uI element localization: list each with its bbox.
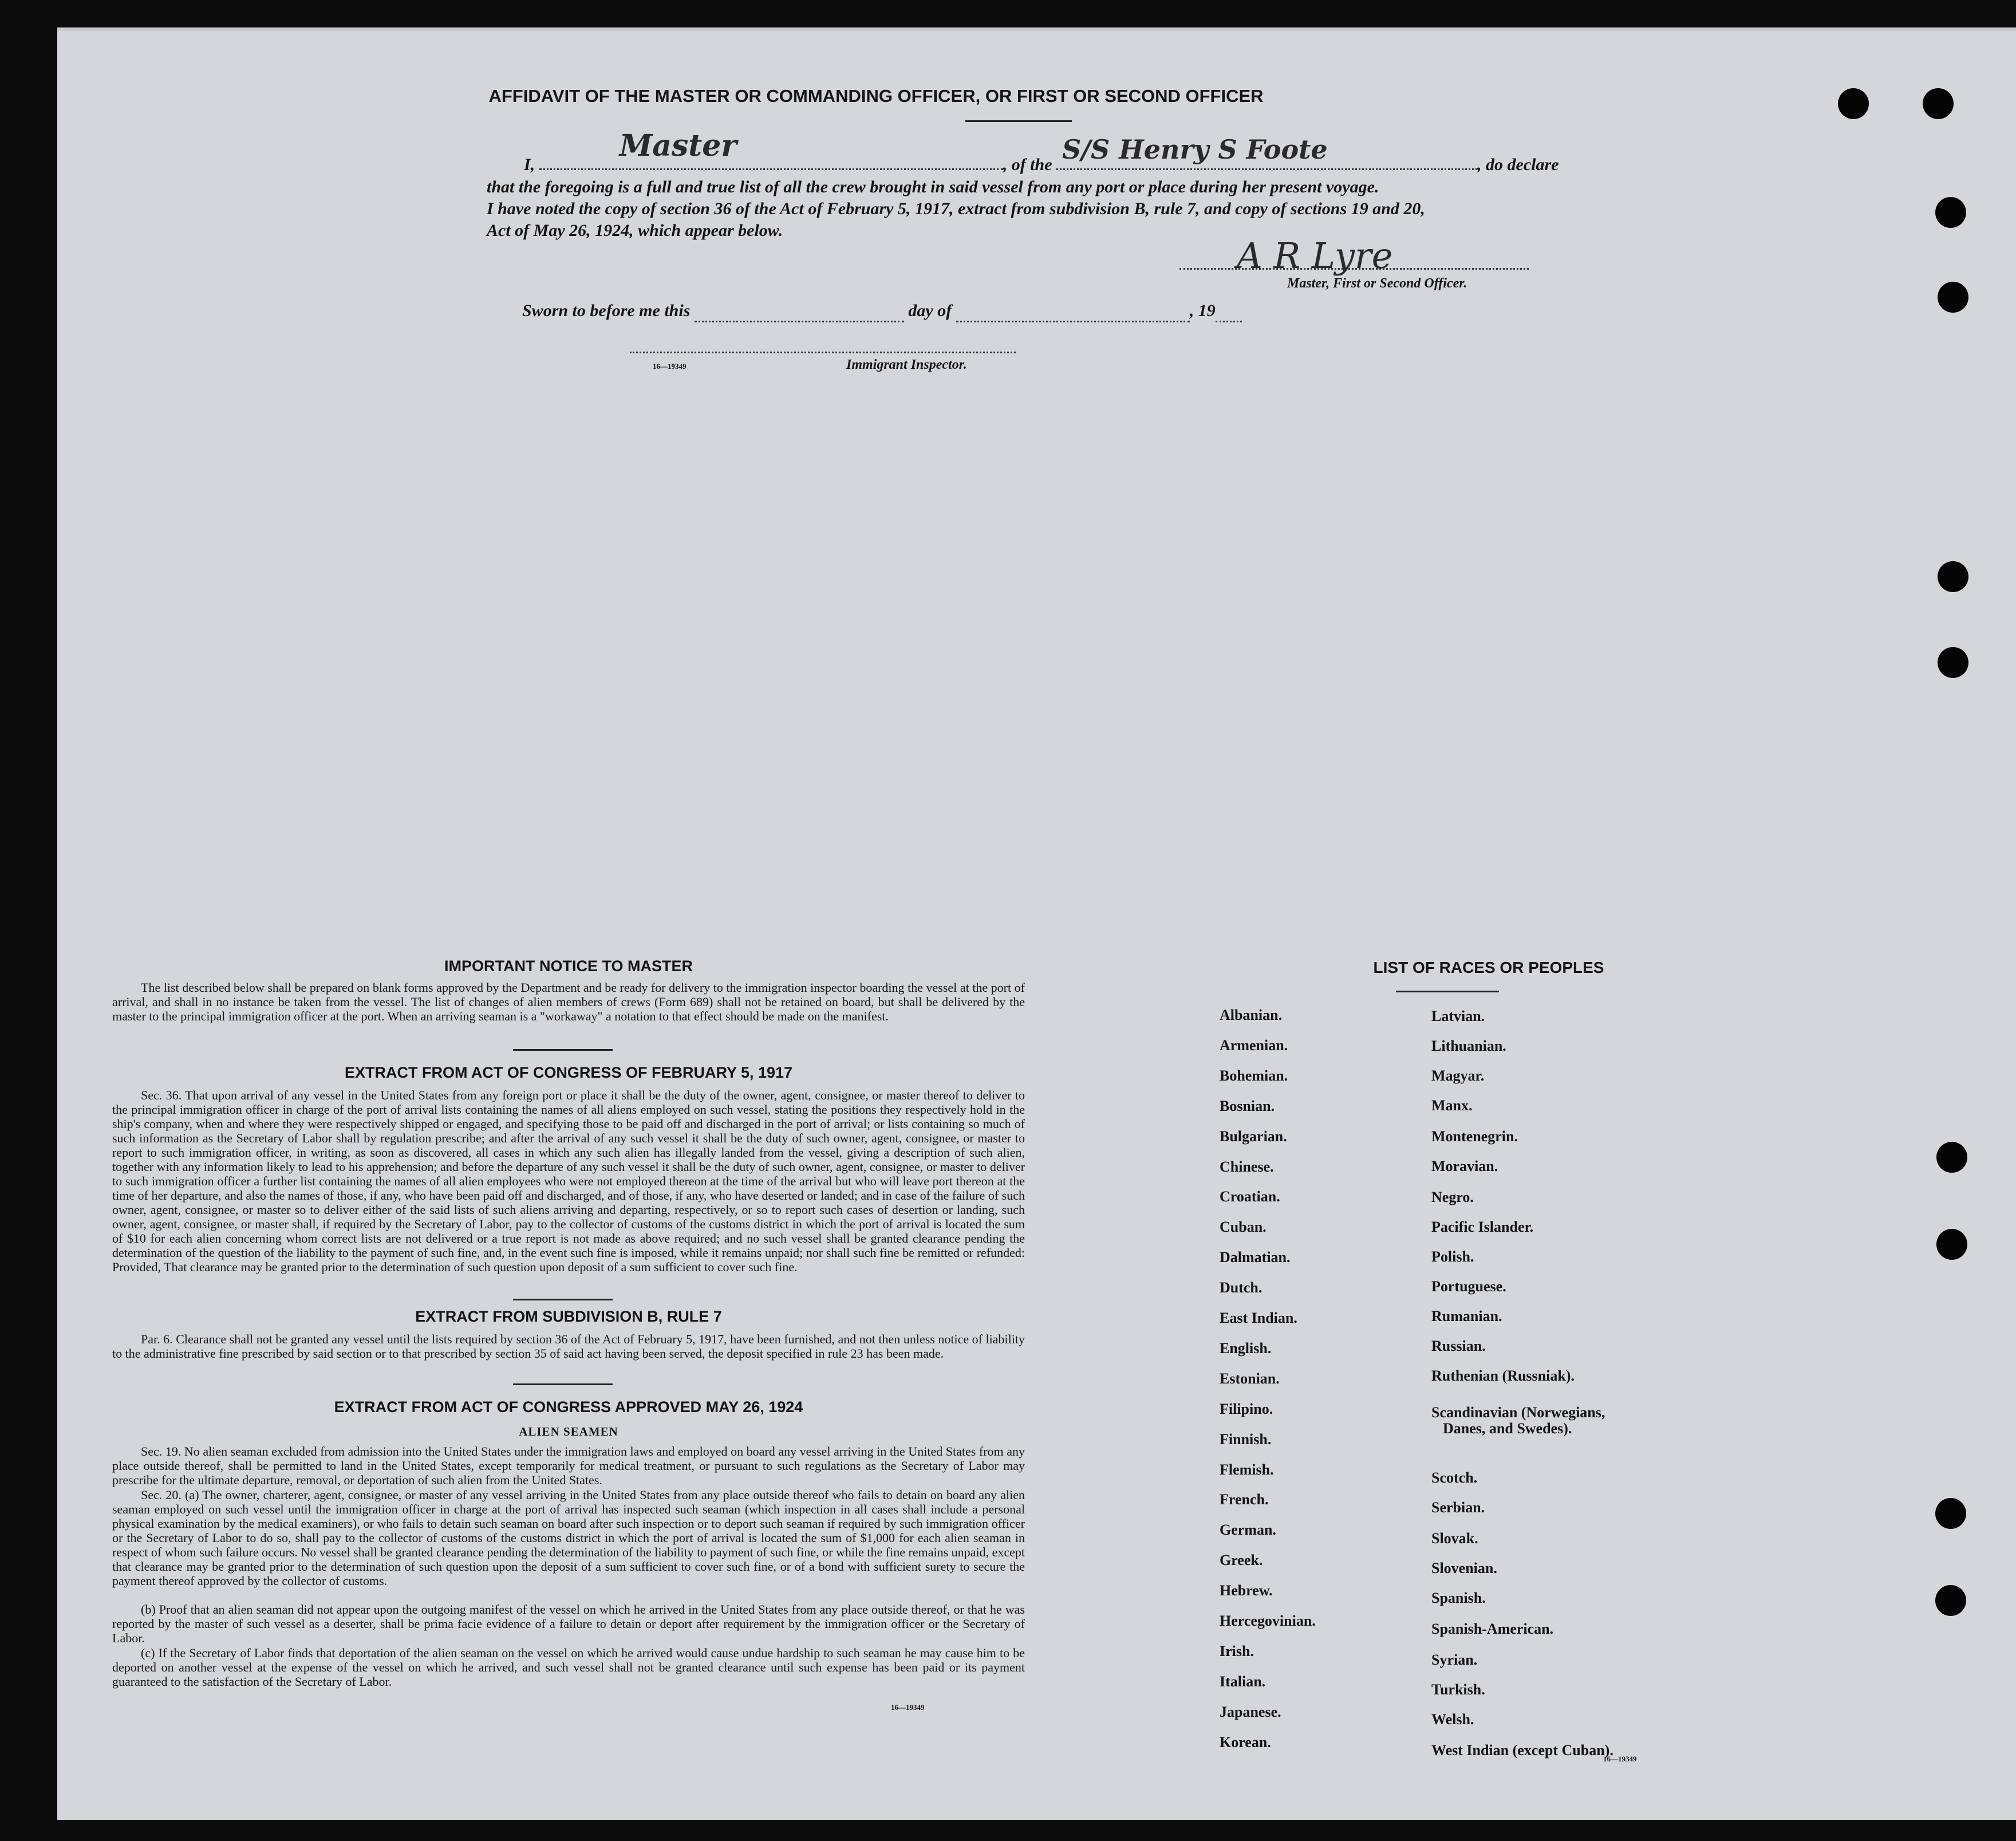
race-item: Flemish. [1220, 1461, 1274, 1478]
race-item: Syrian. [1431, 1651, 1478, 1668]
race-item: Korean. [1220, 1734, 1271, 1751]
affidavit-i-label: I, [524, 155, 535, 174]
race-item: Spanish. [1431, 1590, 1486, 1606]
punch-hole-icon [1936, 1142, 1967, 1173]
race-item: Ruthenian (Russniak). [1431, 1367, 1575, 1384]
race-item: East Indian. [1220, 1310, 1297, 1326]
sworn-line [522, 301, 1242, 322]
race-item: French. [1220, 1491, 1269, 1508]
punch-hole-icon [1935, 197, 1966, 228]
vessel-field [1056, 134, 1477, 170]
sworn-day-of-label: day of [908, 301, 952, 320]
section-divider [513, 1049, 613, 1051]
affidavit-form-number: 16—19349 [653, 362, 687, 370]
race-item: Serbian. [1431, 1499, 1485, 1516]
race-item: Japanese. [1220, 1704, 1281, 1720]
punch-hole-icon [1938, 647, 1968, 678]
punch-hole-icon [1923, 88, 1954, 119]
race-item: Filipino. [1220, 1401, 1273, 1417]
race-item: Bulgarian. [1220, 1128, 1287, 1145]
punch-hole-icon [1935, 1498, 1966, 1529]
race-item: Hebrew. [1220, 1582, 1273, 1599]
page-top-edge [57, 27, 2016, 31]
race-item: Magyar. [1431, 1067, 1485, 1084]
race-item: Irish. [1220, 1643, 1254, 1659]
affidavit-line-3: I have noted the copy of section 36 of the Act of February 5, 1917, extract from subdivision B, rule 7, and copy of sections 19 and 20, [487, 199, 1425, 218]
punch-hole-icon [1838, 88, 1869, 119]
extract-1924-subtitle: ALIEN SEAMEN [519, 1425, 618, 1438]
race-item: Montenegrin. [1431, 1128, 1518, 1145]
race-item: Turkish. [1431, 1681, 1485, 1698]
race-item: Armenian. [1220, 1037, 1288, 1054]
extract-1924-title: EXTRACT FROM ACT OF CONGRESS APPROVED MAY 26, 1924 [334, 1398, 803, 1416]
race-item: Croatian. [1220, 1188, 1280, 1205]
inspector-caption: Immigrant Inspector. [846, 357, 967, 372]
race-item: Portuguese. [1431, 1278, 1506, 1295]
sworn-year-field [1216, 301, 1242, 322]
race-item: Danes, and Swedes). [1443, 1420, 1572, 1437]
extract-1924-sec20a: Sec. 20. (a) The owner, charterer, agent, consignee, or master of any vessel arriving in the United States from any place outside thereof who fails to detain on board any alien seaman employed on such vessel until the immigration officer in charge at the port of arrival has inspected such seaman (which inspection in all cases shall include a personal physical examination by the medical examiners), or who fails to detain such seaman on board after such inspection or to deport such seaman if required by such immigration officer or the Secretary of Labor to do so, shall pay to the collector of customs of the customs district in which the port of arrival is located the sum of $1,000 for each alien seaman in respect of whom such failure occurs. No vessel shall be granted clearance pending the determination of the liability to payment of such fine, or while the fine remains unpaid, except that clearance may be granted prior to the determination of such question upon the deposit of a sum sufficient to cover such fine, or of a bond with sufficient surety to secure the payment thereof approved by the collector of customs. [112, 1488, 1025, 1588]
race-item: Manx. [1431, 1097, 1473, 1114]
race-item: Slovenian. [1431, 1560, 1497, 1576]
extract-rule7-title: EXTRACT FROM SUBDIVISION B, RULE 7 [415, 1308, 722, 1325]
extract-1917-title: EXTRACT FROM ACT OF CONGRESS OF FEBRUARY 5, 1917 [344, 1064, 793, 1081]
race-item: Hercegovinian. [1220, 1613, 1316, 1629]
section-divider [513, 1299, 613, 1300]
race-item: Cuban. [1220, 1219, 1267, 1235]
extract-form-number: 16—19349 [891, 1703, 925, 1712]
extract-1924-sec20c: (c) If the Secretary of Labor finds that deportation of the alien seaman on the vessel on which he arrived would cause undue hardship to such seaman he may cause him to be deported on another vessel at the expense of the vessel on which he arrived, and such vessel shall not be granted clearance until such expense has been paid or its payment guaranteed to the satisfaction of the Secretary of Labor. [112, 1646, 1025, 1689]
races-underline [1396, 991, 1499, 992]
race-item: Negro. [1431, 1189, 1474, 1205]
affidavit-line-2: that the foregoing is a full and true list of all the crew brought in said vessel from any port or place during her present voyage. [487, 178, 1379, 196]
do-declare-label: , do declare [1477, 155, 1559, 174]
punch-hole-icon [1938, 282, 1968, 313]
race-item: Bohemian. [1220, 1067, 1288, 1084]
inspector-signature-line [630, 352, 1016, 353]
punch-hole-icon [1938, 561, 1968, 592]
race-item: Bosnian. [1220, 1098, 1275, 1114]
race-item: Albanian. [1220, 1007, 1283, 1023]
title-underline [965, 120, 1072, 122]
section-divider [513, 1383, 613, 1385]
races-title: LIST OF RACES OR PEOPLES [1373, 959, 1604, 976]
punch-hole-icon [1935, 1585, 1966, 1616]
sworn-day-field [695, 301, 904, 322]
extract-1924-sec20b: (b) Proof that an alien seaman did not appear upon the outgoing manifest of the vessel on which he arrived in the United States from any place outside thereof, or that he was reported by the master of such vessel as a deserter, shall be prima facie evidence of a failure to detain or deport after requirement by the immigration officer or the Secretary of Labor. [112, 1602, 1025, 1645]
race-item: Slovak. [1431, 1530, 1478, 1547]
race-item: Finnish. [1220, 1431, 1272, 1448]
race-item: German. [1220, 1521, 1276, 1538]
notice-body: The list described below shall be prepared on blank forms approved by the Department and be ready for delivery to the immigration inspector boarding the vessel at the port of arrival, and shall in no instance be taken from the vessel. The list of changes of alien members of crews (Form 689) shall not be retained on board, but shall be delivered by the master to the principal immigration officer at the port. When an arriving seaman is a "workaway" a notation to that effect should be made on the manifest. [112, 980, 1025, 1023]
notice-title: IMPORTANT NOTICE TO MASTER [444, 957, 693, 975]
race-item: Scandinavian (Norwegians, [1431, 1404, 1605, 1421]
affidavit-line-1 [524, 128, 1559, 175]
race-item: Latvian. [1431, 1008, 1485, 1024]
race-item: English. [1220, 1340, 1272, 1357]
race-item: Pacific Islander. [1431, 1219, 1534, 1235]
race-item: Scotch. [1431, 1469, 1478, 1486]
punch-hole-icon [1936, 1229, 1967, 1260]
extract-1924-sec19: Sec. 19. No alien seaman excluded from admission into the United States under the immigration laws and employed on board any vessel arriving in the United States from any place outside thereof, shall be permitted to land in the United States, except temporarily for medical treatment, or pursuant to such regulations as the Secretary of Labor may prescribe for the ultimate departure, removal, or deportation of such alien from the United States. [112, 1444, 1025, 1487]
officer-signature: A R Lyre [1237, 235, 1393, 277]
race-item: Polish. [1431, 1248, 1474, 1265]
races-form-number: 16—19349 [1603, 1755, 1637, 1763]
race-item: Lithuanian. [1431, 1038, 1506, 1054]
race-item: Russian. [1431, 1338, 1486, 1354]
race-item: Welsh. [1431, 1711, 1474, 1728]
race-item: Chinese. [1220, 1158, 1274, 1175]
race-item: West Indian (except Cuban). [1431, 1742, 1613, 1759]
signature-caption: Master, First or Second Officer. [1287, 276, 1467, 291]
role-field [539, 128, 1003, 170]
extract-rule7-body: Par. 6. Clearance shall not be granted any vessel until the lists required by section 36 of the Act of February 5, 1917, have been furnished, and not then unless notice of liability to the administrative fine prescribed by said section or to that prescribed by section 35 of said act having been served, the deposit specified in rule 23 has been made. [112, 1332, 1025, 1361]
sworn-prefix: Sworn to before me this [522, 301, 691, 320]
race-item: Greek. [1220, 1552, 1263, 1568]
sworn-year-label: , 19 [1189, 301, 1216, 320]
of-the-label: , of the [1003, 155, 1052, 174]
affidavit-line-4: Act of May 26, 1924, which appear below. [487, 221, 783, 240]
race-item: Estonian. [1220, 1370, 1280, 1387]
race-item: Dalmatian. [1220, 1249, 1291, 1266]
document-page [57, 27, 2016, 1820]
sworn-month-field [956, 301, 1190, 322]
extract-1917-body: Sec. 36. That upon arrival of any vessel in the United States from any foreign port or place it shall be the duty of the owner, agent, consignee, or master thereof to deliver to the principal immigration officer in charge of the port of arrival lists containing the names of all aliens employed on such vessel, stating the positions they respectively hold in the ship's company, when and where they were respectively shipped or engaged, and specifying those to be paid off and discharged in the port of arrival; or lists containing so much of such information as the Secretary of Labor shall by regulation prescribe; and after the arrival of any such vessel it shall be the duty of such owner, agent, consignee, or master to report to such immigration officer, in writing, as soon as discovered, all cases in which any such alien has illegally landed from the vessel, giving a description of such alien, together with any information likely to lead to his apprehension; and before the departure of any such vessel it shall be the duty of such owner, agent, consignee, or master to deliver to such immigration officer a further list containing the names of all alien employees who were not employed thereon at the time of the arrival but who will leave port thereon at the time of her departure, and also the names of those, if any, who have been paid off and discharged, and of those, if any, who have deserted or landed; and in case of the failure of such owner, agent, consignee, or master so to deliver either of the said lists of such aliens arriving and departing, respectively, or so to report such cases of desertion or landing, such owner, agent, consignee, or master shall, if required by the Secretary of Labor, pay to the collector of customs of the customs district in which the port of arrival is located the sum of $10 for each alien concerning whom correct lists are not delivered or a true report is not made as above required; and no such vessel shall be granted clearance pending the determination of the question of the liability to the payment of such fine, and, in the event such fine is imposed, while it remains unpaid; nor shall such fine be remitted or refunded: Provided, That clearance may be granted prior to the determination of such question upon deposit of a sum sufficient to cover such fine. [112, 1088, 1025, 1274]
handwritten-vessel-name: S/S Henry S Foote [1062, 134, 1328, 165]
race-item: Moravian. [1431, 1158, 1498, 1174]
race-item: Italian. [1220, 1673, 1266, 1690]
handwritten-role: Master [619, 128, 737, 163]
race-item: Spanish-American. [1431, 1621, 1554, 1637]
race-item: Dutch. [1220, 1279, 1263, 1296]
race-item: Rumanian. [1431, 1308, 1502, 1324]
affidavit-title: AFFIDAVIT OF THE MASTER OR COMMANDING OFFICER, OR FIRST OR SECOND OFFICER [488, 86, 1264, 106]
